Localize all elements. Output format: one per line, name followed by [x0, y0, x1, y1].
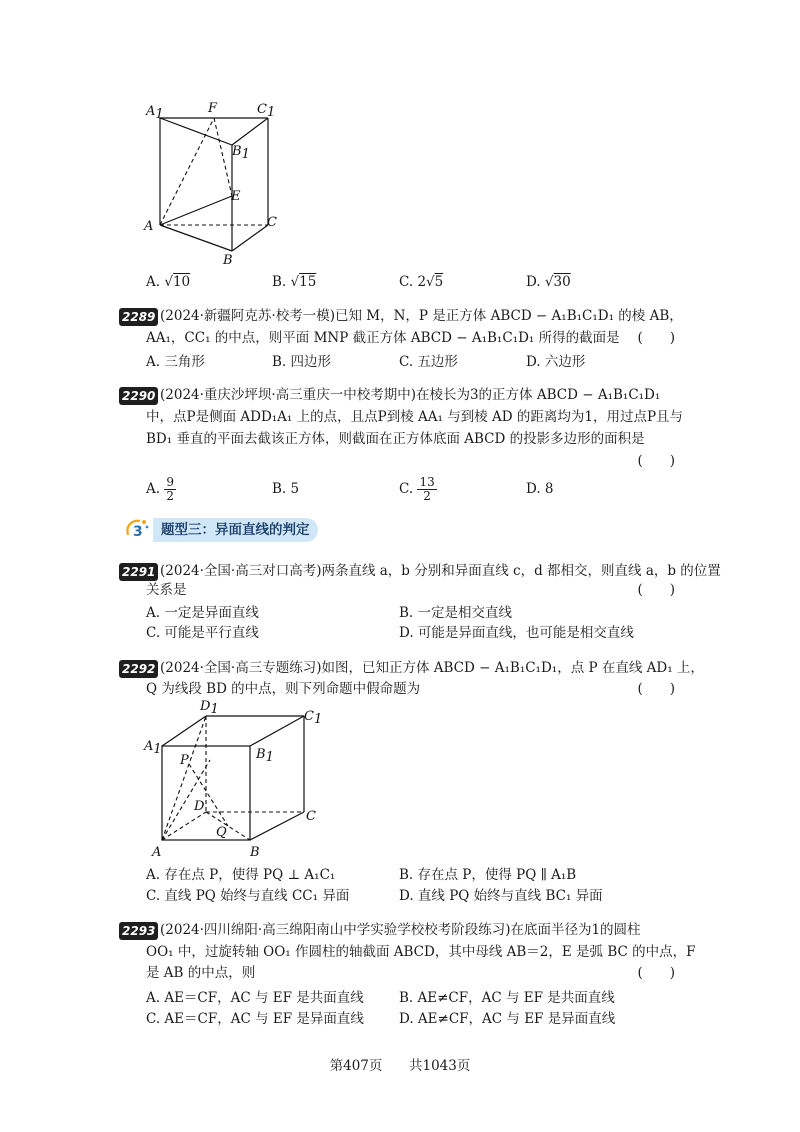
q2289-answer-paren[interactable]: ( ) [637, 330, 675, 346]
q2291-option-d[interactable]: D. 可能是异面直线，也可能是相交直线 [399, 625, 634, 641]
label-B1: B1 [232, 144, 250, 162]
label-P: P [180, 753, 189, 768]
q2289-option-b[interactable]: B. 四边形 [272, 354, 332, 370]
q2291-option-b[interactable]: B. 一定是相交直线 [399, 605, 513, 621]
section-title: 题型三：异面直线的判定 [153, 518, 318, 542]
question-number-2289: 2289 [119, 308, 158, 326]
q2288-option-b[interactable]: B. √15 [272, 274, 317, 290]
label-A: A [144, 219, 154, 234]
q2288-option-c[interactable]: C. 2√5 [399, 274, 444, 290]
q2293-line-2: OO₁ 中，过旋转轴 OO₁ 作圆柱的轴截面 ABCD，其中母线 AB＝2，E 是弧 BC 的中点，F [146, 944, 696, 960]
q2291-answer-paren[interactable]: ( ) [637, 582, 675, 598]
q2290-option-a[interactable]: A. $\frac{9}{2}$ [146, 475, 174, 503]
label-D: D [194, 799, 205, 814]
section-number-icon [125, 517, 151, 541]
label-A1: A1 [146, 104, 164, 122]
label-E: E [231, 189, 241, 204]
page-number: 第407页 [329, 1058, 383, 1074]
q2293-option-a[interactable]: A. AE＝CF，AC 与 EF 是共面直线 [146, 990, 364, 1006]
svg-text:3: 3 [133, 524, 143, 540]
label-B: B [250, 845, 260, 860]
q2292-option-b[interactable]: B. 存在点 P，使得 PQ ∥ A₁B [399, 867, 577, 883]
q2290-option-c[interactable]: C. $\frac{13}{2}$ [399, 475, 435, 503]
prism-figure [140, 98, 290, 268]
q2289-option-d[interactable]: D. 六边形 [526, 354, 586, 370]
q2291-line-1: (2024·全国·高三对口高考)两条直线 a，b 分别和异面直线 c，d 都相交，则直线 a，b 的位置 [160, 563, 721, 579]
label-C: C [267, 215, 277, 230]
q2292-option-c[interactable]: C. 直线 PQ 始终与直线 CC₁ 异面 [146, 888, 350, 904]
q2293-answer-paren[interactable]: ( ) [637, 965, 675, 981]
q2290-line-2: 中，点P是侧面 ADD₁A₁ 上的点，且点P到棱 AA₁ 与到棱 AD 的距离均为1，用过点P且与 [146, 409, 684, 425]
page-footer [0, 1054, 800, 1074]
q2289-line-1: (2024·新疆阿克苏·校考一模)已知 M，N，P 是正方体 ABCD − A₁B₁C₁D₁ 的棱 AB， [160, 308, 683, 324]
q2290-line-1: (2024·重庆沙坪坝·高三重庆一中校考期中)在棱长为3的正方体 ABCD − A₁B₁C₁D₁ [160, 387, 661, 403]
label-A: A [152, 845, 162, 860]
q2293-option-d[interactable]: D. AE≠CF，AC 与 EF 是异面直线 [399, 1011, 616, 1027]
q2290-answer-paren[interactable]: ( ) [637, 453, 675, 469]
label-D1: D1 [200, 700, 219, 717]
q2292-answer-paren[interactable]: ( ) [637, 681, 675, 697]
q2288-option-a[interactable]: A. √10 [146, 274, 191, 290]
q2293-line-3: 是 AB 的中点，则 [146, 965, 256, 981]
cube-figure [140, 700, 340, 860]
q2288-option-d[interactable]: D. √30 [526, 274, 571, 290]
page-total: 共1043页 [409, 1058, 471, 1074]
q2292-line-2: Q 为线段 BD 的中点，则下列命题中假命题为 [146, 681, 421, 697]
question-number-2290: 2290 [119, 387, 158, 405]
question-number-2292: 2292 [119, 660, 158, 678]
q2289-option-a[interactable]: A. 三角形 [146, 354, 205, 370]
q2290-line-3: BD₁ 垂直的平面去截该正方体，则截面在正方体底面 ABCD 的投影多边形的面积是 [146, 431, 645, 447]
question-number-2293: 2293 [119, 922, 158, 940]
question-number-2291: 2291 [119, 563, 158, 581]
label-B1: B1 [256, 747, 274, 765]
q2293-line-1: (2024·四川绵阳·高三绵阳南山中学实验学校校考阶段练习)在底面半径为1的圆柱 [160, 922, 641, 938]
q2291-option-c[interactable]: C. 可能是平行直线 [146, 625, 259, 641]
label-B: B [223, 253, 233, 268]
label-A1: A1 [144, 739, 162, 757]
label-C1: C1 [304, 709, 323, 727]
q2291-line-2: 关系是 [146, 582, 187, 598]
label-C1: C1 [257, 102, 276, 120]
q2290-option-d[interactable]: D. 8 [526, 481, 554, 497]
q2292-option-a[interactable]: A. 存在点 P，使得 PQ ⊥ A₁C₁ [146, 867, 336, 883]
q2293-option-b[interactable]: B. AE≠CF，AC 与 EF 是共面直线 [399, 990, 615, 1006]
label-Q: Q [216, 825, 227, 840]
q2293-option-c[interactable]: C. AE＝CF，AC 与 EF 是异面直线 [146, 1011, 364, 1027]
q2290-option-b[interactable]: B. 5 [272, 481, 300, 497]
label-C: C [306, 809, 316, 824]
label-F: F [208, 101, 218, 116]
q2291-option-a[interactable]: A. 一定是异面直线 [146, 605, 259, 621]
q2289-option-c[interactable]: C. 五边形 [399, 354, 458, 370]
q2292-option-d[interactable]: D. 直线 PQ 始终与直线 BC₁ 异面 [399, 888, 603, 904]
q2292-line-1: (2024·全国·高三专题练习)如图，已知正方体 ABCD − A₁B₁C₁D₁，点 P 在直线 AD₁ 上， [160, 660, 704, 676]
q2289-line-2: AA₁，CC₁ 的中点，则平面 MNP 截正方体 ABCD − A₁B₁C₁D₁ 所得的截面是 [146, 330, 620, 346]
